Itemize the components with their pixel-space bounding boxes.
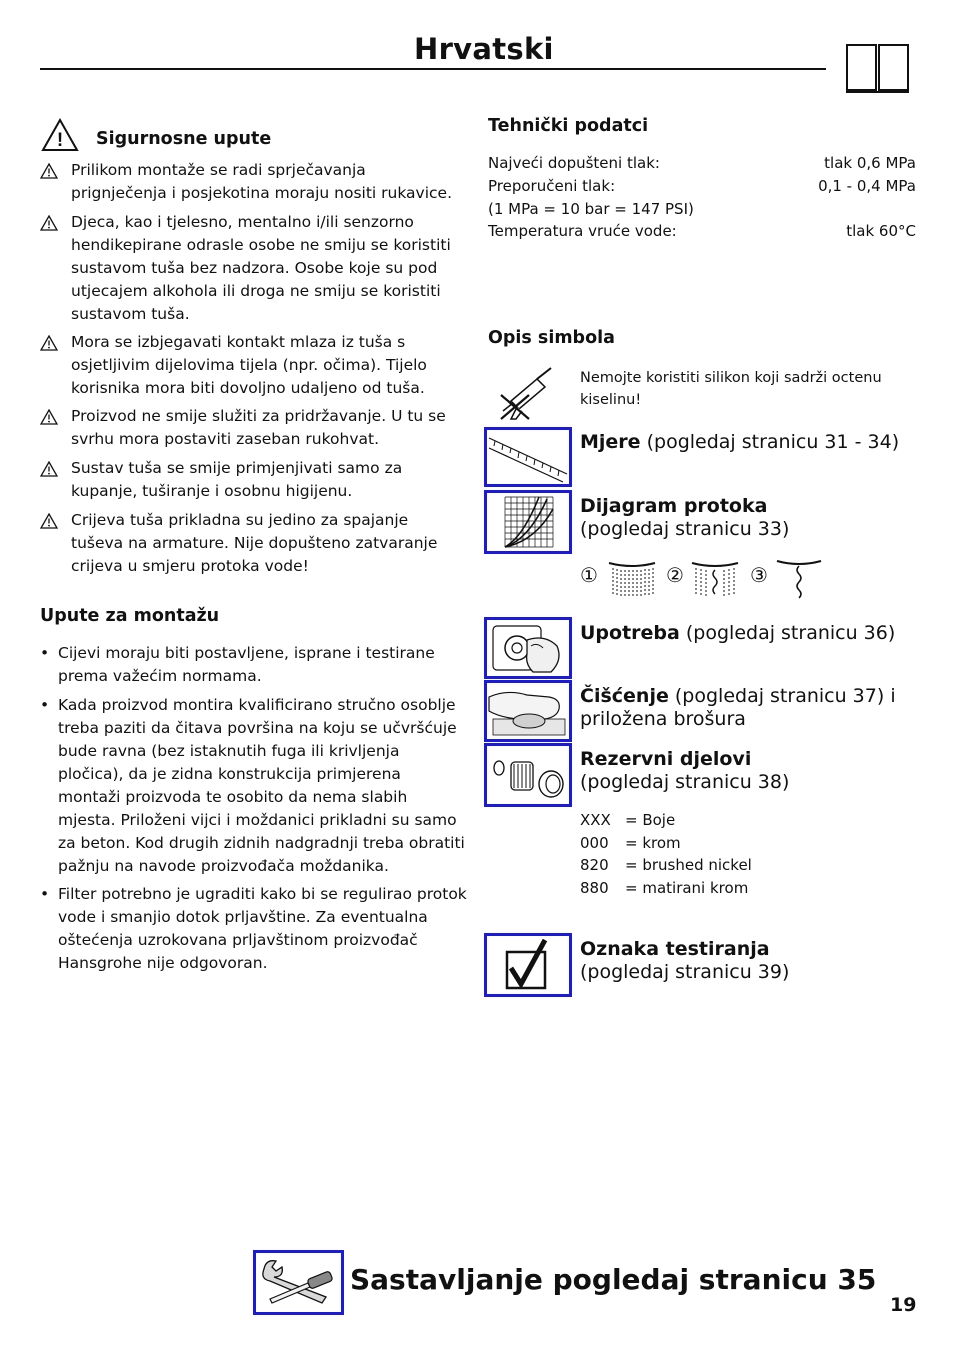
flow-label: Dijagram protoka (pogledaj stranicu 33)	[580, 495, 790, 540]
tech-value: tlak 0,6 MPa	[824, 154, 916, 172]
safety-item-text: Mora se izbjegavati kontakt mlaza iz tuša s osjetljivim dijelovima tijela (npr. očima). Tijelo korisnika mora biti dovoljno udaljeno od tuša.	[71, 333, 427, 397]
tech-value: tlak 60°C	[846, 222, 916, 240]
safety-item-text: Crijeva tuša prikladna su jedino za spajanje tuševa na armature. Nije dopušteno zatvaranje crijeva u smjeru protoka vode!	[71, 511, 438, 575]
color-code: 820	[580, 856, 609, 874]
safety-item-text: Sustav tuša se smije primjenjivati samo za kupanje, tuširanje i osobnu higijenu.	[71, 459, 403, 500]
bullet: •	[40, 885, 50, 903]
color-code: 000	[580, 834, 609, 852]
spray-number: ①	[580, 563, 598, 587]
symbols-heading: Opis simbola	[488, 328, 615, 348]
safety-item-text: Djeca, kao i tjelesno, mentalno i/ili senzorno hendikepirane odrasle osobe ne smiju se koristiti sustavom tuša bez nadzora. Osobe koje su pod utjecajem alkohola ili droga ne smiju se koristiti sustavom tuša.	[71, 213, 451, 323]
tech-value: 0,1 - 0,4 MPa	[818, 177, 916, 195]
warning-small-icon	[40, 461, 58, 477]
silicone-gun-crossed-icon	[495, 365, 557, 421]
color-row	[580, 809, 675, 832]
warning-small-icon	[40, 513, 58, 529]
assembly-symbol-box	[253, 1250, 344, 1315]
tech-row	[488, 175, 916, 198]
spares-symbol-box	[484, 743, 572, 807]
color-code: XXX	[580, 811, 611, 829]
tech-row	[488, 220, 916, 243]
tech-label: Temperatura vruće vode:	[488, 222, 677, 240]
safety-item	[40, 509, 465, 578]
spray-number: ③	[750, 563, 768, 587]
page-number: 19	[890, 1294, 917, 1316]
color-code: 880	[580, 879, 609, 897]
mounting-item-text: Cijevi moraju biti postavljene, isprane i testirane prema važećim normama.	[58, 644, 435, 685]
svg-text:!: !	[56, 130, 64, 151]
bullet: •	[40, 644, 50, 662]
color-name: = krom	[625, 834, 681, 852]
test-label: Oznaka testiranja (pogledaj stranicu 39)	[580, 938, 790, 983]
color-row	[580, 877, 748, 900]
color-name: = Boje	[625, 811, 676, 829]
warning-small-icon	[40, 409, 58, 425]
spray-massage-icon	[690, 560, 740, 598]
flow-diagram-symbol-box	[484, 490, 572, 554]
technical-heading: Tehnički podatci	[488, 116, 649, 136]
cleaning-label: Čišćenje (pogledaj stranicu 37) i priložena brošura	[580, 685, 896, 730]
safety-item	[40, 457, 465, 503]
spray-rain-icon	[775, 558, 823, 600]
mounting-item-text: Kada proizvod montira kvalificirano stručno osoblje treba paziti da čitava površina na koju se učvršćuje bude ravna (bez istaknutih fuga ili krivljenja pločica), da je zidna konstrukcija primjerena montaži proizvoda te osobito da nema slabih mjesta. Priloženi vijci i moždanici prikladni su samo za beton. Kod drugih zidnih nadgradnji treba obratiti pažnju na navode proizvođača moždanika.	[58, 696, 465, 875]
safety-item-text: Proizvod ne smije služiti za pridržavanje. U tu se svrhu mora postaviti zaseban rukohvat.	[71, 407, 446, 448]
safety-item	[40, 159, 465, 205]
mounting-item	[40, 642, 468, 688]
page-title: Hrvatski	[414, 32, 554, 66]
warning-triangle-icon	[41, 118, 79, 152]
tech-row	[488, 198, 916, 221]
safety-heading: Sigurnosne upute	[96, 129, 272, 149]
measures-symbol-box	[484, 427, 572, 487]
warning-small-icon	[40, 215, 58, 231]
cleaning-symbol-box	[484, 680, 572, 742]
color-row	[580, 832, 681, 855]
tech-label: Najveći dopušteni tlak:	[488, 154, 660, 172]
ruler-icon	[487, 430, 569, 484]
flow-chart-icon	[487, 493, 569, 551]
color-name: = brushed nickel	[625, 856, 752, 874]
bullet: •	[40, 696, 50, 714]
tech-label: (1 MPa = 10 bar = 147 PSI)	[488, 200, 694, 218]
assembly-reference: Sastavljanje pogledaj stranicu 35	[350, 1263, 877, 1296]
manual-book-icon	[845, 43, 910, 95]
color-name: = matirani krom	[625, 879, 749, 897]
color-row	[580, 854, 752, 877]
title-divider	[40, 68, 826, 70]
safety-item	[40, 331, 465, 400]
mounting-item-text: Filter potrebno je ugraditi kako bi se regulirao protok vode i smanjio dotok prljavštine. Za eventualna oštećenja uzrokovana prljavštinom proizvođač Hansgrohe nije odgovoran.	[58, 885, 467, 972]
hand-knob-icon	[487, 620, 569, 676]
mounting-item	[40, 883, 468, 975]
warning-small-icon	[40, 163, 58, 179]
test-symbol-box	[484, 933, 572, 997]
wrench-screwdriver-icon	[256, 1253, 341, 1312]
tech-row	[488, 152, 916, 175]
measures-label: Mjere (pogledaj stranicu 31 - 34)	[580, 431, 900, 453]
safety-item	[40, 405, 465, 451]
spares-label: Rezervni djelovi (pogledaj stranicu 38)	[580, 748, 790, 793]
usage-symbol-box	[484, 617, 572, 679]
cleaning-hand-icon	[487, 683, 569, 739]
silicone-note: Nemojte koristiti silikon koji sadrži octenu kiselinu!	[580, 370, 882, 408]
checkmark-icon	[487, 936, 569, 994]
mounting-item	[40, 694, 468, 878]
tech-label: Preporučeni tlak:	[488, 177, 616, 195]
spray-number: ②	[666, 563, 684, 587]
warning-small-icon	[40, 335, 58, 351]
usage-label: Upotreba (pogledaj stranicu 36)	[580, 622, 896, 644]
spare-parts-icon	[487, 746, 569, 804]
mounting-heading: Upute za montažu	[40, 606, 220, 626]
safety-item	[40, 211, 465, 326]
spray-normal-icon	[607, 560, 657, 598]
safety-item-text: Prilikom montaže se radi sprječavanja prignječenja i posjekotina moraju nositi rukavice.	[71, 161, 453, 202]
